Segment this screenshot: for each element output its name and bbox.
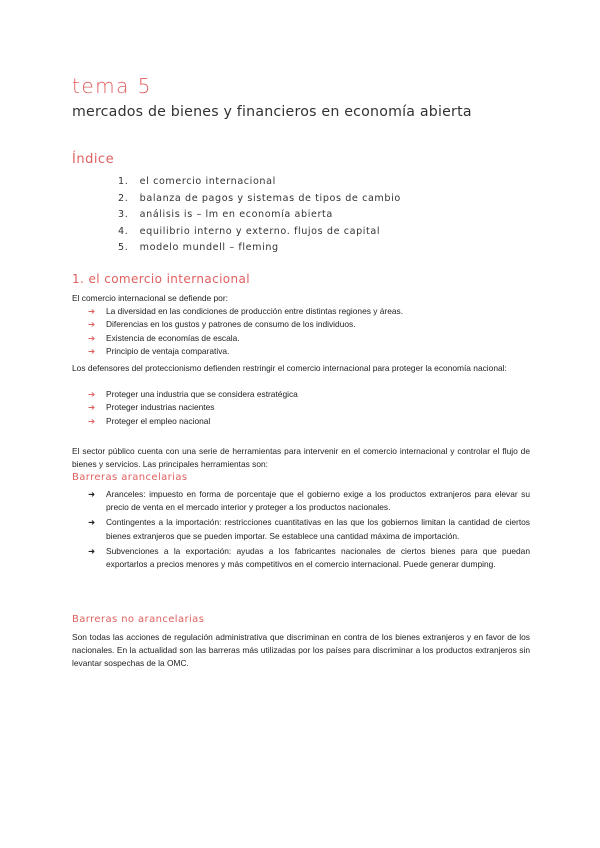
arrow-right-icon: ➔	[88, 389, 96, 399]
list-item	[88, 345, 403, 358]
toc-item	[118, 174, 401, 191]
toc-number: 3.	[118, 209, 129, 221]
intro-paragraph: El comercio internacional se defiende por:	[72, 293, 228, 303]
thick-arrow-right-icon: ➜	[88, 517, 96, 528]
list-item-text: Subvenciones a la exportación: ayudas a los fabricantes nacionales de ciertos bienes para que puedan exportarlos a precios menores y más competitivos en el comercio internacional. Puede generar dumping.	[106, 545, 530, 570]
list-item-text: Principio de ventaja comparativa.	[106, 346, 230, 357]
barreras-arancelarias-list	[88, 488, 530, 573]
tema-title: tema 5	[72, 74, 152, 98]
tema-subtitle: mercados de bienes y financieros en economía abierta	[72, 104, 472, 120]
toc-item	[118, 207, 401, 224]
list-item-text: Proteger una industria que se considera estratégica	[106, 389, 298, 399]
list-item-text: Contingentes a la importación: restricciones cuantitativas en las que los gobiernos limitan la cantidad de ciertos bienes extranjeros que se pueden importar. Se establece una cantidad máxima de importación.	[106, 517, 530, 541]
list-item	[88, 388, 298, 401]
list-item	[88, 305, 403, 318]
list-item	[88, 488, 530, 514]
list-item	[88, 318, 403, 331]
thick-arrow-right-icon: ➜	[88, 489, 96, 499]
list-item-text: Aranceles: impuesto en forma de porcentaje que el gobierno exige a los productos extranjeros para elevar su precio de venta en el mercado interior y proteger a los productos nacionales.	[106, 489, 530, 513]
list-item	[88, 516, 530, 542]
list-item-text: Diferencias en los gustos y patrones de consumo de los individuos.	[106, 319, 356, 330]
protect-paragraph: Los defensores del proteccionismo defienden restringir el comercio internacional para proteger la economía nacional:	[72, 363, 507, 373]
list-item-text: Proteger el empleo nacional	[106, 415, 211, 426]
toc-label: equilibrio interno y externo. flujos de capital	[139, 225, 381, 237]
indice-title: Índice	[72, 152, 115, 167]
list-item	[88, 545, 530, 571]
protect-list	[88, 388, 298, 428]
toc-label: el comercio internacional	[139, 176, 276, 187]
arrow-right-icon: ➔	[88, 306, 96, 316]
barreras-no-arancelarias-text: Son todas las acciones de regulación administrativa que discriminan en contra de los bienes extranjeros y en favor de los nacionales. En la actualidad son las barreras más utilizadas por los países para discriminar a los productos extranjeros sin levantar sospechas de la OMC.	[72, 632, 530, 669]
arrow-right-icon: ➔	[88, 402, 96, 413]
arrow-right-icon: ➔	[88, 346, 96, 357]
list-item	[88, 415, 298, 428]
toc-label: modelo mundell – fleming	[139, 242, 279, 254]
toc-number: 2.	[118, 192, 129, 204]
reasons-list	[88, 305, 403, 359]
table-of-contents	[118, 174, 401, 257]
list-item-text: Existencia de economías de escala.	[106, 332, 240, 343]
section-title: 1. el comercio internacional	[72, 272, 251, 286]
toc-number: 1.	[118, 176, 129, 187]
tools-paragraph: El sector público cuenta con una serie de herramientas para intervenir en el comercio internacional y controlar el flujo de bienes y servicios. Las principales herramientas son:	[72, 446, 530, 470]
list-item	[88, 401, 298, 414]
arrow-right-icon: ➔	[88, 319, 96, 330]
toc-label: análisis is – lm en economía abierta	[139, 209, 333, 221]
list-item	[88, 332, 403, 345]
toc-item	[118, 224, 401, 241]
toc-number: 5.	[118, 242, 129, 254]
toc-number: 4.	[118, 225, 129, 237]
barreras-arancelarias-title: Barreras arancelarias	[72, 472, 188, 483]
barreras-no-arancelarias-title: Barreras no arancelarias	[72, 614, 205, 625]
arrow-right-icon: ➔	[88, 415, 96, 426]
toc-label: balanza de pagos y sistemas de tipos de cambio	[139, 192, 401, 204]
thick-arrow-right-icon: ➜	[88, 545, 96, 556]
list-item-text: La diversidad en las condiciones de producción entre distintas regiones y áreas.	[106, 306, 404, 316]
toc-item	[118, 191, 401, 208]
list-item-text: Proteger industrias nacientes	[106, 402, 215, 413]
arrow-right-icon: ➔	[88, 332, 96, 343]
toc-item	[118, 240, 401, 257]
